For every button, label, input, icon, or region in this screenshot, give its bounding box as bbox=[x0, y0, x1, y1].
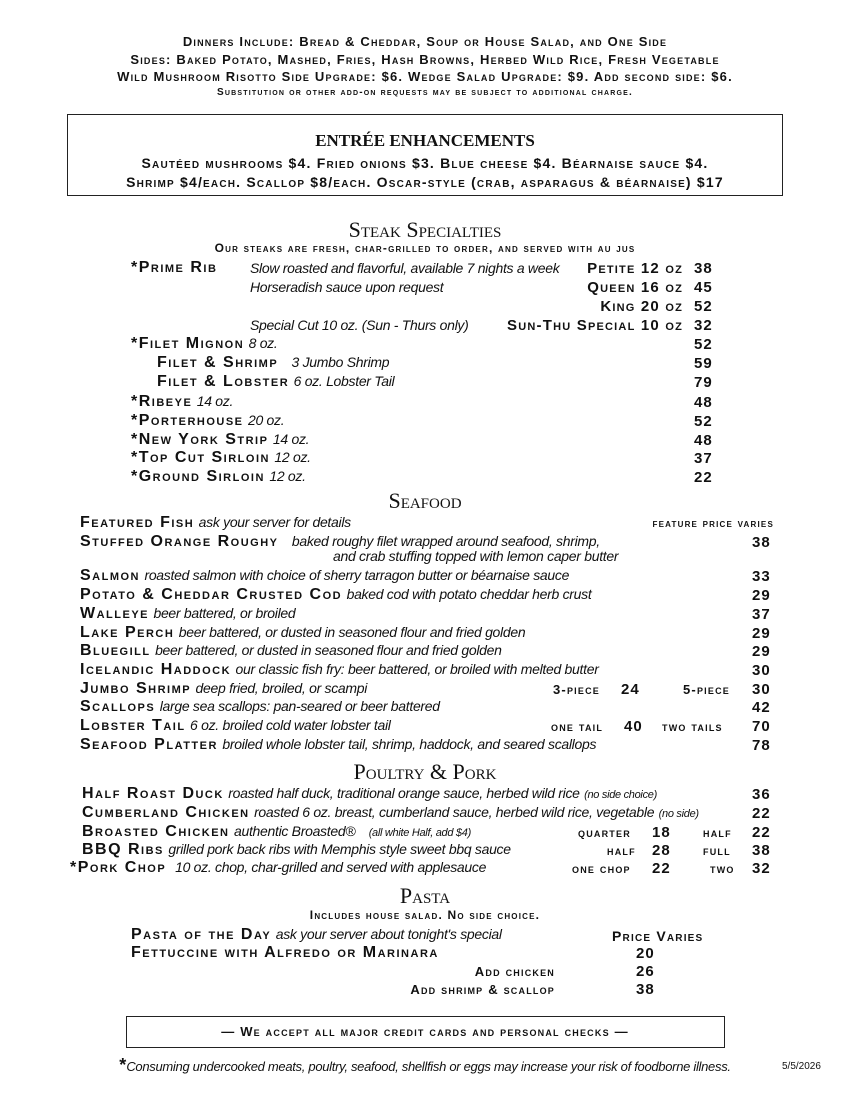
steak-price: 52 bbox=[694, 413, 713, 430]
seafood-item: Featured Fish ask your server for details bbox=[80, 514, 351, 531]
steak-price: 48 bbox=[694, 432, 713, 449]
steak-price: 22 bbox=[694, 469, 713, 486]
seafood-item: Stuffed Orange Roughy baked roughy filet wrapped around seafood, shrimp, bbox=[80, 533, 600, 550]
prime-rib-size-special: Sun-Thu Special 10 oz bbox=[507, 317, 683, 334]
poultry-item: Cumberland Chicken roasted 6 oz. breast, cumberland sauce, herbed wild rice, vegetable (no side) bbox=[82, 804, 699, 821]
seafood-item: Lake Perch beer battered, or dusted in seasoned flour and fried golden bbox=[80, 624, 526, 641]
poultry-title: Poultry & Pork bbox=[353, 759, 497, 784]
shrimp-price-3: 24 bbox=[621, 681, 640, 698]
steak-item: Filet & Lobster 6 oz. Lobster Tail bbox=[157, 373, 395, 390]
seafood-item: Bluegill beer battered, or dusted in seasoned flour and fried golden bbox=[80, 642, 502, 659]
prime-rib-horseradish: Horseradish sauce upon request bbox=[250, 279, 444, 295]
steak-item: Filet & Shrimp 3 Jumbo Shrimp bbox=[157, 354, 390, 371]
add-chicken: Add chicken bbox=[474, 964, 555, 979]
pasta-title: Pasta bbox=[399, 883, 451, 908]
lobster-size-one: one tail bbox=[551, 719, 604, 734]
prime-rib-price-queen: 45 bbox=[694, 279, 713, 296]
enhancements-title: ENTRÉE ENHANCEMENTS bbox=[315, 131, 535, 150]
seafood-item: Salmon roasted salmon with choice of sherry tarragon butter or béarnaise sauce bbox=[80, 567, 570, 584]
seafood-price: 38 bbox=[752, 534, 771, 551]
steak-price: 37 bbox=[694, 450, 713, 467]
dinner-includes: Dinners Include: Bread & Cheddar, Soup or House Salad, and One Side bbox=[182, 34, 668, 49]
prime-rib-price-petite: 38 bbox=[694, 260, 713, 277]
seafood-price: 30 bbox=[752, 662, 771, 679]
steak-item: *Ribeye 14 oz. bbox=[131, 393, 234, 410]
pasta-subtitle: Includes house salad. No side choice. bbox=[309, 908, 541, 922]
ribs-price-full: 38 bbox=[752, 842, 771, 859]
featured-price: feature price varies bbox=[652, 516, 774, 530]
seafood-price: 78 bbox=[752, 737, 771, 754]
poultry-item: Broasted Chicken authentic Broasted® (all white Half, add $4) bbox=[82, 823, 471, 840]
prime-rib-size-petite: Petite 12 oz bbox=[587, 260, 683, 277]
poultry-item: *Pork Chop 10 oz. chop, char-grilled and served with applesauce bbox=[70, 859, 487, 876]
lobster-price-two: 70 bbox=[752, 718, 771, 735]
steak-item: *Filet Mignon 8 oz. bbox=[131, 335, 278, 352]
seafood-item: Scallops large sea scallops: pan-seared or beer battered bbox=[80, 698, 440, 715]
steak-price: 59 bbox=[694, 355, 713, 372]
chop-price-two: 32 bbox=[752, 860, 771, 877]
add-chicken-price: 26 bbox=[636, 963, 655, 980]
prime-rib-name: *Prime Rib bbox=[131, 259, 218, 276]
seafood-price: 29 bbox=[752, 587, 771, 604]
poultry-item: Half Roast Duck roasted half duck, traditional orange sauce, herbed wild rice (no side choice) bbox=[82, 785, 657, 802]
substitution-note: Substitution or other add-on requests may be subject to additional charge. bbox=[217, 87, 633, 98]
sides-list: Sides: Baked Potato, Mashed, Fries, Hash Browns, Herbed Wild Rice, Fresh Vegetable bbox=[130, 52, 720, 67]
poultry-price: 36 bbox=[752, 786, 771, 803]
ribs-size-full: full bbox=[703, 843, 731, 858]
seafood-item: Jumbo Shrimp deep fried, broiled, or scampi bbox=[80, 680, 368, 697]
broasted-price-quarter: 18 bbox=[652, 824, 671, 841]
steak-price: 79 bbox=[694, 374, 713, 391]
chop-size-two: two bbox=[710, 861, 735, 876]
broasted-size-half: half bbox=[703, 825, 732, 840]
pasta-day-price: Price Varies bbox=[612, 928, 704, 944]
seafood-price: 42 bbox=[752, 699, 771, 716]
steak-item: *New York Strip 14 oz. bbox=[131, 431, 310, 448]
seafood-item: Lobster Tail 6 oz. broiled cold water lobster tail bbox=[80, 717, 391, 734]
seafood-item: Walleye beer battered, or broiled bbox=[80, 605, 296, 622]
foodborne-warning: *Consuming undercooked meats, poultry, seafood, shellfish or eggs may increase your risk of foodborne illness. bbox=[119, 1055, 731, 1075]
steak-item: *Ground Sirloin 12 oz. bbox=[131, 468, 306, 485]
lobster-size-two: two tails bbox=[662, 719, 723, 734]
steak-subtitle: Our steaks are fresh, char-grilled to order, and served with au jus bbox=[214, 241, 636, 255]
chop-price-one: 22 bbox=[652, 860, 671, 877]
fettuccine-price: 20 bbox=[636, 945, 655, 962]
lobster-price-one: 40 bbox=[624, 718, 643, 735]
pasta-item: Pasta of the Day ask your server about tonight's special bbox=[131, 926, 502, 943]
chop-size-one: one chop bbox=[572, 861, 631, 876]
upgrades: Wild Mushroom Risotto Side Upgrade: $6. Wedge Salad Upgrade: $9. Add second side: $6. bbox=[117, 69, 733, 84]
shrimp-price-5: 30 bbox=[752, 681, 771, 698]
shrimp-size-3: 3-piece bbox=[553, 682, 600, 697]
prime-rib-special: Special Cut 10 oz. (Sun - Thurs only) bbox=[250, 317, 469, 333]
seafood-item: Seafood Platter broiled whole lobster tail, shrimp, haddock, and seared scallops bbox=[80, 736, 597, 753]
poultry-price: 22 bbox=[752, 805, 771, 822]
prime-rib-desc: Slow roasted and flavorful, available 7 nights a week bbox=[250, 260, 560, 276]
prime-rib-price-special: 32 bbox=[694, 317, 713, 334]
seafood-title: Seafood bbox=[388, 488, 462, 513]
pasta-fettuccine: Fettuccine with Alfredo or Marinara bbox=[131, 944, 439, 961]
steak-item: *Top Cut Sirloin 12 oz. bbox=[131, 449, 311, 466]
enhancements-line1: Sautéed mushrooms $4. Fried onions $3. Blue cheese $4. Béarnaise sauce $4. bbox=[141, 155, 709, 171]
enhancements-line2: Shrimp $4/each. Scallop $8/each. Oscar-style (crab, asparagus & béarnaise) $17 bbox=[126, 174, 724, 190]
steak-item: *Porterhouse 20 oz. bbox=[131, 412, 285, 429]
seafood-price: 29 bbox=[752, 643, 771, 660]
ribs-size-half: half bbox=[607, 843, 636, 858]
add-shrimp-scallop-price: 38 bbox=[636, 981, 655, 998]
seafood-price: 33 bbox=[752, 568, 771, 585]
broasted-price-half: 22 bbox=[752, 824, 771, 841]
prime-rib-size-king: King 20 oz bbox=[600, 298, 683, 315]
roughy-desc-2: and crab stuffing topped with lemon caper butter bbox=[333, 548, 619, 564]
seafood-item: Icelandic Haddock our classic fish fry: beer battered, or broiled with melted butter bbox=[80, 661, 599, 678]
poultry-item: BBQ Ribs grilled pork back ribs with Memphis style sweet bbq sauce bbox=[82, 841, 511, 858]
seafood-item: Potato & Cheddar Crusted Cod baked cod with potato cheddar herb crust bbox=[80, 586, 592, 603]
add-shrimp-scallop: Add shrimp & scallop bbox=[410, 982, 555, 997]
seafood-price: 37 bbox=[752, 606, 771, 623]
menu-date: 5/5/2026 bbox=[782, 1061, 821, 1072]
steak-title: Steak Specialties bbox=[348, 217, 502, 242]
steak-price: 52 bbox=[694, 336, 713, 353]
prime-rib-size-queen: Queen 16 oz bbox=[587, 279, 683, 296]
broasted-size-quarter: quarter bbox=[578, 825, 631, 840]
seafood-price: 29 bbox=[752, 625, 771, 642]
shrimp-size-5: 5-piece bbox=[683, 682, 730, 697]
credit-card-note: — We accept all major credit cards and personal checks — bbox=[221, 1024, 629, 1039]
prime-rib-price-king: 52 bbox=[694, 298, 713, 315]
steak-price: 48 bbox=[694, 394, 713, 411]
ribs-price-half: 28 bbox=[652, 842, 671, 859]
